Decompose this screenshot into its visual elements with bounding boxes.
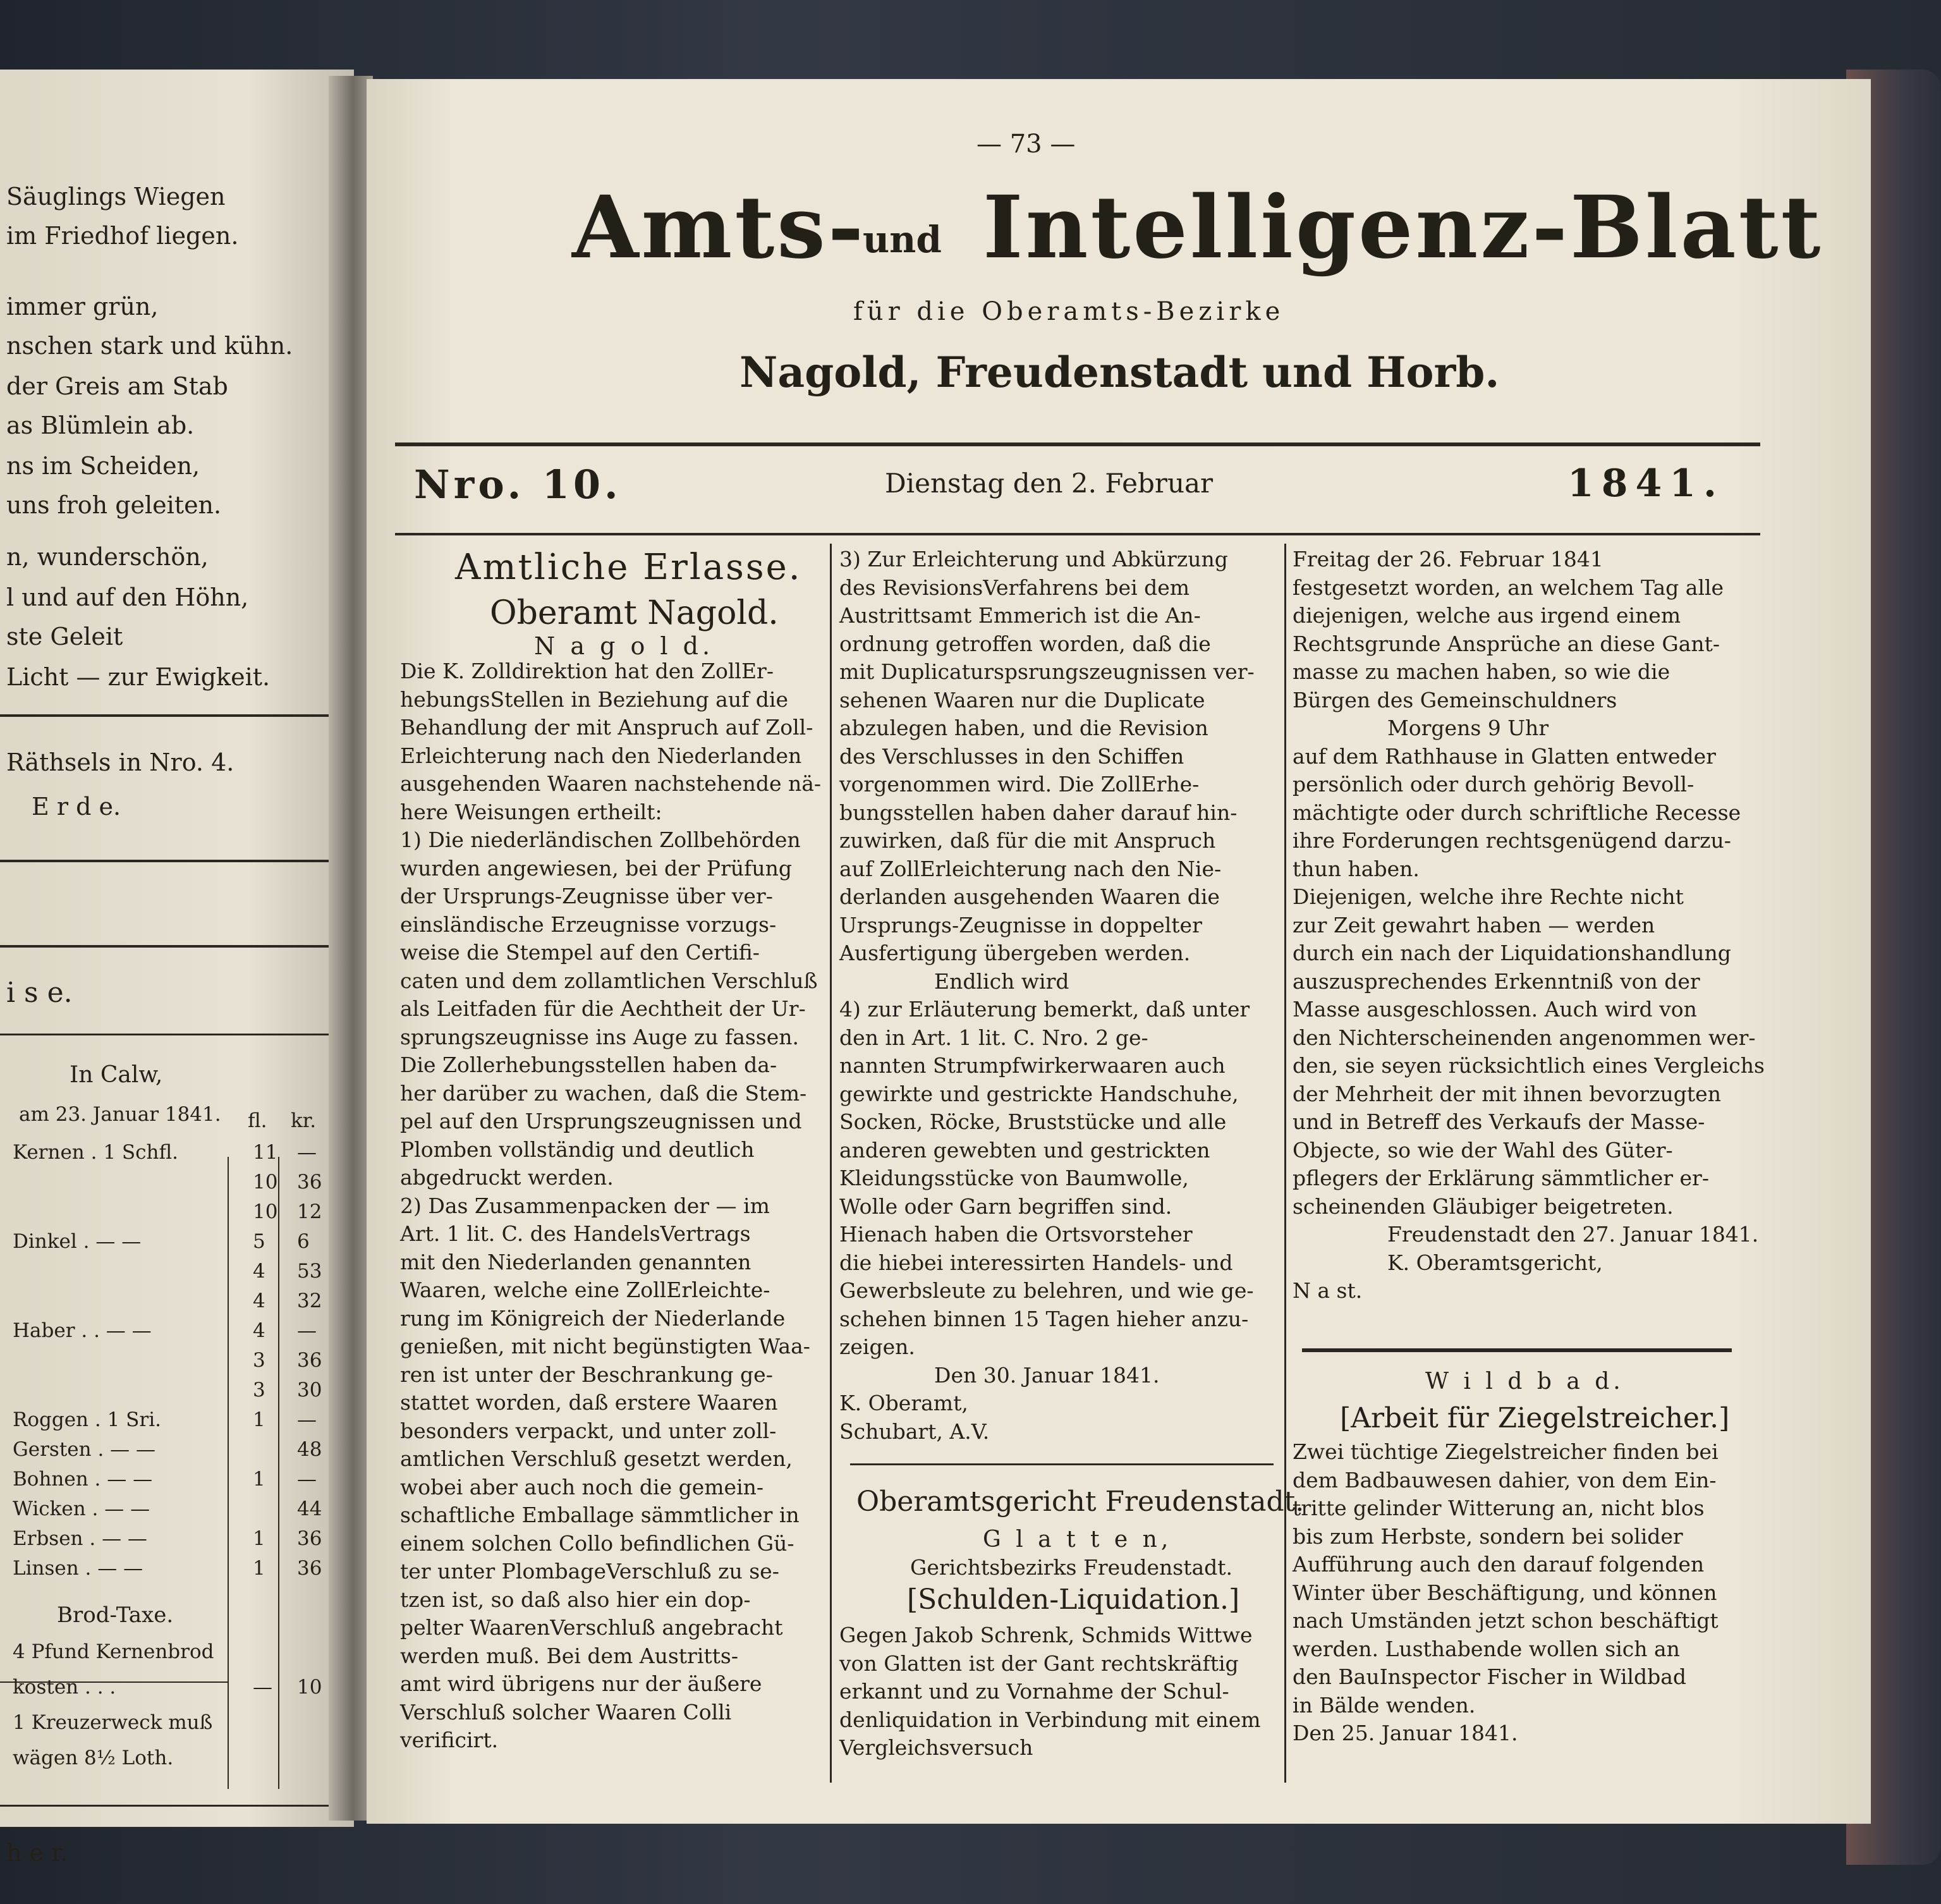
col2-body [839, 546, 1275, 1446]
poem-line: der Greis am Stab [6, 372, 228, 400]
price-cell-kr: 6 [297, 1230, 310, 1253]
poem-line: l und auf den Höhn, [6, 583, 249, 611]
text-line: zur Zeit gewahrt haben — werden [1293, 912, 1655, 937]
unit-fl: fl. [248, 1109, 267, 1132]
price-cell-fl: 10 [253, 1200, 278, 1223]
price-cell-kr: 10 [297, 1676, 322, 1699]
text-line: sehenen Waaren nur die Duplicate [839, 687, 1205, 712]
text-line: werden. Lusthabende wollen sich an [1293, 1636, 1680, 1661]
col3-heading: W i l d b a d. [1425, 1369, 1624, 1394]
text-line: die hiebei interessirten Handels- und [839, 1250, 1233, 1275]
divider [0, 945, 329, 948]
text-line: ren ist unter der Beschrankung ge- [400, 1362, 773, 1387]
text-line: stattet worden, daß erstere Waaren [400, 1390, 778, 1415]
text-line: persönlich oder durch gehörig Bevoll- [1293, 772, 1695, 796]
text-line: erkannt und zu Vornahme der Schul- [839, 1679, 1229, 1704]
price-cell-fl: 3 [253, 1379, 265, 1401]
text-line: K. Oberamtsgericht, [1387, 1250, 1603, 1275]
text-line: pelter WaarenVerschluß angebracht [400, 1615, 783, 1640]
text-line: ordnung getroffen worden, daß die [839, 631, 1211, 656]
poem-line: nschen stark und kühn. [6, 332, 293, 360]
poem-line: ns im Scheiden, [6, 452, 200, 480]
text-line: den BauInspector Fischer in Wildbad [1293, 1664, 1687, 1689]
price-cell-item: Dinkel . — — [13, 1230, 142, 1253]
text-line: werden muß. Bei dem Austritts- [400, 1643, 738, 1668]
text-line: derlanden ausgehenden Waaren die [839, 884, 1220, 909]
column-rule [830, 544, 832, 1783]
riddle-answer: E r d e. [32, 793, 121, 821]
price-cell-item: Linsen . — — [13, 1557, 143, 1580]
left-page [0, 70, 354, 1867]
text-line: Kleidungsstücke von Baumwolle, [839, 1166, 1189, 1190]
price-table [0, 1043, 329, 1795]
text-line: Freitag der 26. Februar 1841 [1293, 547, 1603, 571]
text-line: Gegen Jakob Schrenk, Schmids Wittwe [839, 1623, 1253, 1647]
col3-divider [1302, 1348, 1732, 1352]
text-line: Morgens 9 Uhr [1387, 716, 1549, 740]
text-line: Die Zollerhebungsstellen haben da- [400, 1053, 777, 1077]
right-page [367, 79, 1871, 1824]
price-cell-kr: — [297, 1141, 317, 1164]
text-line: Erleichterung nach den Niederlanden [400, 743, 802, 768]
column-rule [1284, 544, 1286, 1783]
col1-subheading: Oberamt Nagold. [490, 594, 779, 632]
text-line: her darüber zu wachen, daß die Stem- [400, 1080, 807, 1106]
price-cell-item: Erbsen . — — [13, 1527, 147, 1550]
text-line: Ursprungs-Zeugnisse in doppelter [839, 912, 1202, 937]
price-cell-kr: — [297, 1468, 317, 1491]
text-line: gewirkte und gestrickte Handschuhe, [839, 1081, 1239, 1106]
text-line: rung im Königreich der Niederlande [400, 1305, 786, 1331]
poem-line: ste Geleit [6, 623, 123, 650]
text-line: amt wird übrigens nur der äußere [400, 1671, 762, 1696]
masthead-rule [395, 442, 1760, 446]
price-cell-item: 1 Kreuzerweck muß [13, 1711, 213, 1734]
price-cell-fl: 4 [253, 1260, 265, 1283]
price-cell-kr: 36 [297, 1171, 322, 1193]
text-line: besonders verpackt, und unter zoll- [400, 1418, 777, 1443]
text-line: Den 25. Januar 1841. [1293, 1721, 1518, 1745]
issue-year: 1841. [1567, 461, 1724, 506]
price-cell-fl: — [253, 1676, 272, 1699]
price-cell-kr: — [297, 1408, 317, 1431]
text-line: verificirt. [400, 1728, 499, 1752]
text-line: thun haben. [1293, 856, 1420, 881]
text-line: der Ursprungs-Zeugnisse über ver- [400, 884, 773, 908]
text-line: scheinenden Gläubiger beigetreten. [1293, 1193, 1674, 1219]
text-line: mit Duplicaturspsrungszeugnissen ver- [839, 659, 1255, 684]
poem-line: immer grün, [6, 293, 159, 320]
divider [0, 1034, 329, 1035]
text-line: N a st. [1293, 1278, 1363, 1303]
text-line: Die K. Zolldirektion hat den ZollEr- [400, 659, 774, 683]
text-line: Art. 1 lit. C. des HandelsVertrags [400, 1221, 751, 1246]
text-line: Plomben vollständig und deutlich [400, 1137, 755, 1162]
text-line: genießen, mit nicht begünstigten Waa- [400, 1334, 810, 1358]
masthead-title-a: Amts- [572, 177, 867, 278]
col2-divider [850, 1463, 1274, 1465]
text-line: Rechtsgrunde Ansprüche an diese Gant- [1293, 631, 1720, 656]
price-cell-kr: 36 [297, 1527, 322, 1550]
text-line: der Mehrheit der mit ihnen bevorzugten [1293, 1081, 1721, 1106]
text-line: 3) Zur Erleichterung und Abkürzung [839, 547, 1228, 571]
price-place: In Calw, [70, 1062, 163, 1088]
text-line: Bürgen des Gemeinschuldners [1293, 687, 1617, 712]
poem-line: uns froh geleiten. [6, 491, 222, 519]
issue-date: Dienstag den 2. Februar [885, 468, 1214, 499]
poem-line: Säuglings Wiegen [6, 183, 226, 211]
text-line: den Nichterscheinenden angenommen wer- [1293, 1025, 1756, 1050]
text-line: Freudenstadt den 27. Januar 1841. [1387, 1222, 1759, 1247]
text-line: Gewerbsleute zu belehren, und wie ge- [839, 1278, 1254, 1303]
text-line: und in Betreff des Verkaufs der Masse- [1293, 1109, 1705, 1134]
text-line: K. Oberamt, [839, 1391, 968, 1415]
text-line: auf ZollErleichterung nach den Nie- [839, 856, 1222, 881]
text-line: in Bälde wenden. [1293, 1692, 1476, 1718]
text-line: des Verschlusses in den Schiffen [839, 743, 1184, 769]
poem-line: Licht — zur Ewigkeit. [6, 663, 271, 691]
price-date: am 23. Januar 1841. [19, 1103, 221, 1126]
divider [0, 1805, 329, 1807]
price-cell-kr: 53 [297, 1260, 322, 1283]
price-cell-fl: 5 [253, 1230, 265, 1253]
text-line: einsländische Erzeugnisse vorzugs- [400, 912, 777, 937]
text-line: als Leitfaden für die Aechtheit der Ur- [400, 996, 806, 1021]
price-cell-kr: 48 [297, 1438, 322, 1461]
left-footer: h e r. [6, 1839, 68, 1867]
text-line: den, sie seyen rücksichtlich eines Vergleichs [1293, 1053, 1765, 1078]
text-line: anderen gewebten und gestrickten [839, 1137, 1210, 1163]
price-cell-item: Gersten . — — [13, 1438, 156, 1461]
price-cell-fl: 4 [253, 1319, 265, 1342]
poem-line: n, wunderschön, [6, 543, 209, 571]
text-line: wobei aber auch noch die gemein- [400, 1474, 764, 1499]
text-line: schaftliche Emballage sämmtlicher in [400, 1503, 800, 1527]
divider [0, 714, 329, 717]
text-line: Socken, Röcke, Bruststücke und alle [839, 1109, 1227, 1134]
col1-heading: Amtliche Erlasse. [455, 547, 802, 588]
text-line: pel auf den Ursprungszeugnissen und [400, 1109, 802, 1133]
price-cell-fl: 1 [253, 1468, 265, 1491]
text-line: Wolle oder Garn begriffen sind. [839, 1193, 1172, 1219]
masthead-districts: Nagold, Freudenstadt und Horb. [739, 348, 1500, 397]
text-line: amtlichen Verschluß gesetzt werden, [400, 1446, 793, 1471]
column-rule [278, 1157, 279, 1789]
price-cell-item: Wicken . — — [13, 1498, 150, 1520]
text-line: weise die Stempel auf den Certifi- [400, 940, 760, 965]
poem-line: as Blümlein ab. [6, 412, 195, 439]
text-line: Waaren, welche eine ZollErleichte- [400, 1278, 770, 1302]
text-line: Hienach haben die Ortsvorsteher [839, 1222, 1193, 1247]
text-line: auszusprechendes Erkenntniß von der [1293, 968, 1700, 994]
masthead-rule [395, 533, 1760, 535]
masthead-und: und [863, 218, 942, 261]
riddle-line: Räthsels in Nro. 4. [6, 748, 234, 776]
text-line: pflegers der Erklärung sämmtlicher er- [1293, 1166, 1709, 1190]
text-line: mit den Niederlanden genannten [400, 1249, 751, 1274]
col1-place: N a g o l d. [534, 632, 714, 660]
unit-kr: kr. [291, 1109, 317, 1132]
col3-notice-title: [Arbeit für Ziegelstreicher.] [1340, 1402, 1730, 1434]
text-line: vorgenommen wird. Die ZollErhe- [839, 772, 1200, 796]
column-rule [228, 1157, 229, 1789]
text-line: Aufführung auch den darauf folgenden [1293, 1552, 1705, 1577]
price-cell-kr: 32 [297, 1290, 322, 1312]
price-cell-item: kosten . . . [13, 1676, 116, 1699]
price-cell-fl: 4 [253, 1290, 265, 1312]
col2-place: G l a t t e n, [983, 1527, 1172, 1553]
text-line: Zwei tüchtige Ziegelstreicher finden bei [1293, 1439, 1719, 1464]
page-number: — 73 — [977, 130, 1076, 159]
price-cell-fl: 3 [253, 1349, 265, 1372]
col3-body [1293, 546, 1765, 1305]
col3-notice-body [1293, 1438, 1729, 1748]
price-cell-fl: 1 [253, 1557, 265, 1580]
col2-notice-body [839, 1621, 1275, 1762]
text-line: einem solchen Collo befindlichen Gü- [400, 1530, 794, 1556]
price-cell-fl: 10 [253, 1171, 278, 1193]
text-line: abzulegen haben, und die Revision [839, 716, 1208, 740]
section-heading: i s e. [6, 977, 73, 1009]
text-line: here Weisungen ertheilt: [400, 799, 662, 824]
poem-line: im Friedhof liegen. [6, 222, 239, 250]
issue-number: Nro. 10. [414, 461, 622, 508]
text-line: auf dem Rathhause in Glatten entweder [1293, 743, 1716, 769]
text-line: tzen ist, so daß also hier ein dop- [400, 1587, 751, 1612]
price-cell-kr: — [297, 1319, 317, 1342]
price-cell-item: wägen 8½ Loth. [13, 1747, 174, 1769]
text-line: bis zum Herbste, sondern bei solider [1293, 1523, 1683, 1549]
text-line: zuwirken, daß für die mit Anspruch [839, 828, 1216, 853]
masthead-title-b: Intelligenz-Blatt [983, 177, 1823, 278]
price-cell-fl: 1 [253, 1408, 265, 1431]
text-line: Schubart, A.V. [839, 1419, 990, 1444]
price-cell-kr: 12 [297, 1200, 322, 1223]
price-cell-fl: 11 [253, 1141, 278, 1164]
price-cell-item: Bohnen . — — [13, 1468, 153, 1491]
price-cell-item: Kernen . 1 Schfl. [13, 1141, 179, 1164]
text-line: zeigen. [839, 1334, 915, 1359]
text-line: Endlich wird [934, 968, 1069, 994]
text-line: Ausfertigung übergeben werden. [839, 941, 1191, 965]
text-line: ausgehenden Waaren nachstehende nä- [400, 771, 822, 796]
text-line: ter unter PlombageVerschluß zu se- [400, 1559, 779, 1584]
text-line: masse zu machen haben, so wie die [1293, 659, 1670, 684]
text-line: nannten Strumpfwirkerwaaren auch [839, 1053, 1226, 1078]
text-line: ihre Forderungen rechtsgenügend darzu- [1293, 828, 1731, 853]
text-line: durch ein nach der Liquidationshandlung [1293, 941, 1731, 965]
text-line: 2) Das Zusammenpacken der — im [400, 1193, 770, 1218]
text-line: diejenigen, welche aus irgend einem [1293, 603, 1681, 628]
price-cell-kr: 36 [297, 1349, 322, 1372]
col1-body [400, 657, 824, 1755]
text-line: denliquidation in Verbindung mit einem [839, 1707, 1261, 1732]
text-line: den in Art. 1 lit. C. Nro. 2 ge- [839, 1025, 1148, 1050]
price-cell-kr: 44 [297, 1498, 322, 1520]
price-cell-item: 4 Pfund Kernenbrod [13, 1640, 214, 1663]
text-line: Objecte, so wie der Wahl des Güter- [1293, 1137, 1673, 1163]
price-cell-item: Roggen . 1 Sri. [13, 1408, 161, 1431]
text-line: mächtigte oder durch schriftliche Recesse [1293, 800, 1741, 825]
text-line: nach Umständen jetzt schon beschäftigt [1293, 1608, 1719, 1633]
price-cell-item: Haber . . — — [13, 1319, 152, 1342]
col2-notice-title: [Schulden-Liquidation.] [907, 1584, 1240, 1616]
text-line: sprungszeugnisse ins Auge zu fassen. [400, 1024, 800, 1049]
text-line: Vergleichsversuch [839, 1735, 1033, 1760]
masthead-subtitle: für die Oberamts-Bezirke [853, 297, 1285, 326]
text-line: festgesetzt worden, an welchem Tag alle [1293, 575, 1724, 600]
col2-heading: Oberamtsgericht Freudenstadt. [856, 1486, 1305, 1518]
col2-district: Gerichtsbezirks Freudenstadt. [910, 1555, 1233, 1580]
text-line: Verschluß solcher Waaren Colli [400, 1699, 732, 1724]
text-line: bungsstellen haben daher darauf hin- [839, 800, 1238, 825]
text-line: tritte gelinder Witterung an, nicht blos [1293, 1496, 1705, 1520]
text-line: dem Badbauwesen dahier, von dem Ein- [1293, 1467, 1717, 1492]
text-line: schehen binnen 15 Tagen hieher anzu- [839, 1306, 1249, 1331]
brod-title: Brod-Taxe. [57, 1602, 174, 1628]
text-line: Diejenigen, welche ihre Rechte nicht [1293, 884, 1684, 909]
divider [0, 860, 329, 862]
text-line: hebungsStellen in Beziehung auf die [400, 687, 789, 712]
text-line: Austrittsamt Emmerich ist die An- [839, 603, 1201, 628]
text-line: 4) zur Erläuterung bemerkt, daß unter [839, 997, 1250, 1022]
text-line: abgedruckt werden. [400, 1165, 614, 1190]
text-line: Winter über Beschäftigung, und können [1293, 1580, 1717, 1605]
price-cell-kr: 30 [297, 1379, 322, 1401]
text-line: Behandlung der mit Anspruch auf Zoll- [400, 715, 813, 740]
price-cell-kr: 36 [297, 1557, 322, 1580]
text-line: des RevisionsVerfahrens bei dem [839, 575, 1190, 600]
text-line: wurden angewiesen, bei der Prüfung [400, 855, 792, 881]
text-line: caten und dem zollamtlichen Verschluß [400, 968, 818, 993]
text-line: 1) Die niederländischen Zollbehörden [400, 827, 801, 852]
text-line: Den 30. Januar 1841. [934, 1362, 1160, 1388]
price-cell-fl: 1 [253, 1527, 265, 1550]
text-line: von Glatten ist der Gant rechtskräftig [839, 1651, 1239, 1676]
text-line: Masse ausgeschlossen. Auch wird von [1293, 997, 1697, 1022]
